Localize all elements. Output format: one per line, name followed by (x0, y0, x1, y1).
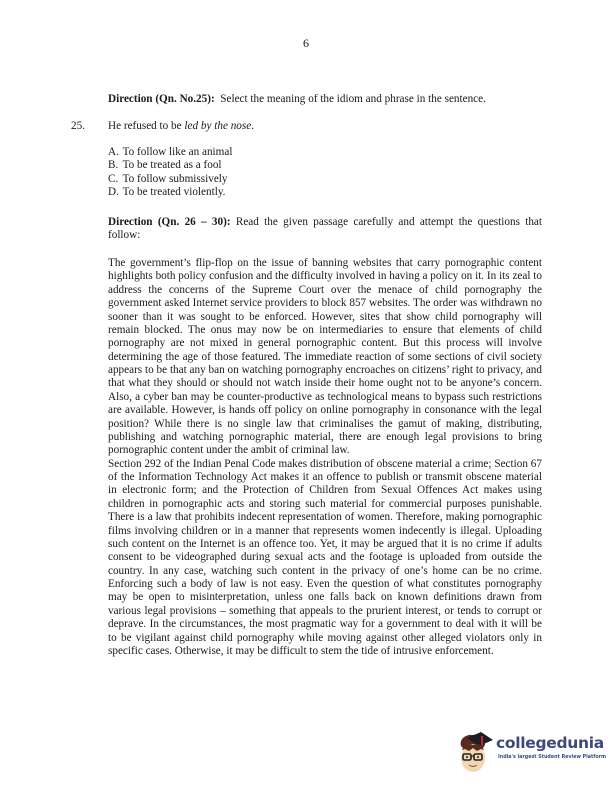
question-text (108, 120, 254, 132)
option-text: To follow submissively (122, 172, 228, 185)
question-prefix: He refused to be (108, 120, 185, 132)
option-c (108, 173, 232, 186)
option-d (108, 186, 232, 199)
question-idiom: led by the nose (184, 120, 252, 132)
option-text: To follow like an animal (122, 146, 233, 158)
passage-paragraph: The government’s flip-flop on the issue of banning websites that carry pornographic content highlights both policy confusion and the difficulty involved in having a policy on it. In its zeal to address the concerns of the Supreme Court over the menace of child pornography the government asked Internet service providers to block 857 websites. The order was withdrawn no sooner than it was sought to be enforced. However, sites that show child pornography will remain blocked. The onus may now be on intermediaries to ensure that elements of child pornography are not mixed in general pornographic content. But this process will involve determining the age of those featured. The immediate reaction of some sections of civil society appears to be that any ban on watching pornography encroaches on citizens’ right to privacy, and that what they should or should not watch inside their home ought not to be anyone’s concern. Also, a cyber ban may be counter-productive as technological means to bypass such restrictions are available. However, is hands off policy on online pornography in consonance with the legal position? While there is no single law that criminalises the gamut of making, distributing, publishing and watching pornographic material, there are enough legal provisions to bring pornographic content under the ambit of criminal law. (108, 257, 542, 457)
logo-tagline: India's largest Student Review Platform (498, 755, 606, 760)
mascot-graduate-icon (455, 730, 495, 778)
option-a (108, 146, 232, 159)
option-b (108, 159, 232, 172)
direction-label: Direction (Qn. No.25): (108, 93, 215, 105)
direction-text: Read the given passage carefully and attempt the questions that follow: (108, 216, 542, 242)
answer-options (108, 146, 232, 200)
direction-question-25 (108, 93, 542, 106)
direction-label: Direction (Qn. 26 – 30): (108, 216, 231, 228)
option-text: To be treated as a fool (122, 159, 222, 172)
question-number: 25. (71, 120, 85, 132)
reading-passage (108, 257, 542, 658)
logo-name: collegedunia (496, 734, 604, 752)
option-letter: A. (108, 146, 119, 158)
option-letter: D. (108, 186, 119, 199)
passage-paragraph: Section 292 of the Indian Penal Code makes distribution of obscene material a crime; Section 67 of the Information Technology Act makes it an offence to publish or transmit obscene material in electronic form; and the Protection of Children from Sexual Offences Act makes using children in pornographic acts and storing such material for commercial purposes punishable. There is a law that prohibits indecent representation of women. Therefore, making pornographic films involving children or in a manner that represents women indecently is illegal. Uploading such content on the Internet is an offence too. Yet, it may be argued that it is no crime if adults consent to be videographed during sexual acts and the footage is uploaded from outside the country. In any case, watching such content in the privacy of one’s home can be no crime. Enforcing such a body of law is not easy. Even the question of what constitutes pornography may be open to misinterpretation, unless one falls back on known definitions drawn from various legal provisions – something that appeals to the prurient interest, or tends to corrupt or deprave. In the circumstances, the most pragmatic way for a government to deal with it will be to be vigilant against child pornography while moving against other alleged violators only in specific cases. Otherwise, it may be difficult to stem the tide of intrusive enforcement. (108, 457, 542, 657)
page-number: 6 (303, 36, 309, 50)
direction-text: Select the meaning of the idiom and phrase in the sentence. (214, 93, 486, 105)
direction-questions-26-30 (108, 216, 542, 242)
option-letter: C. (108, 172, 119, 185)
option-text: To be treated violently. (122, 186, 226, 199)
question-suffix: . (251, 120, 255, 132)
option-letter: B. (108, 159, 119, 172)
collegedunia-logo (455, 730, 612, 780)
